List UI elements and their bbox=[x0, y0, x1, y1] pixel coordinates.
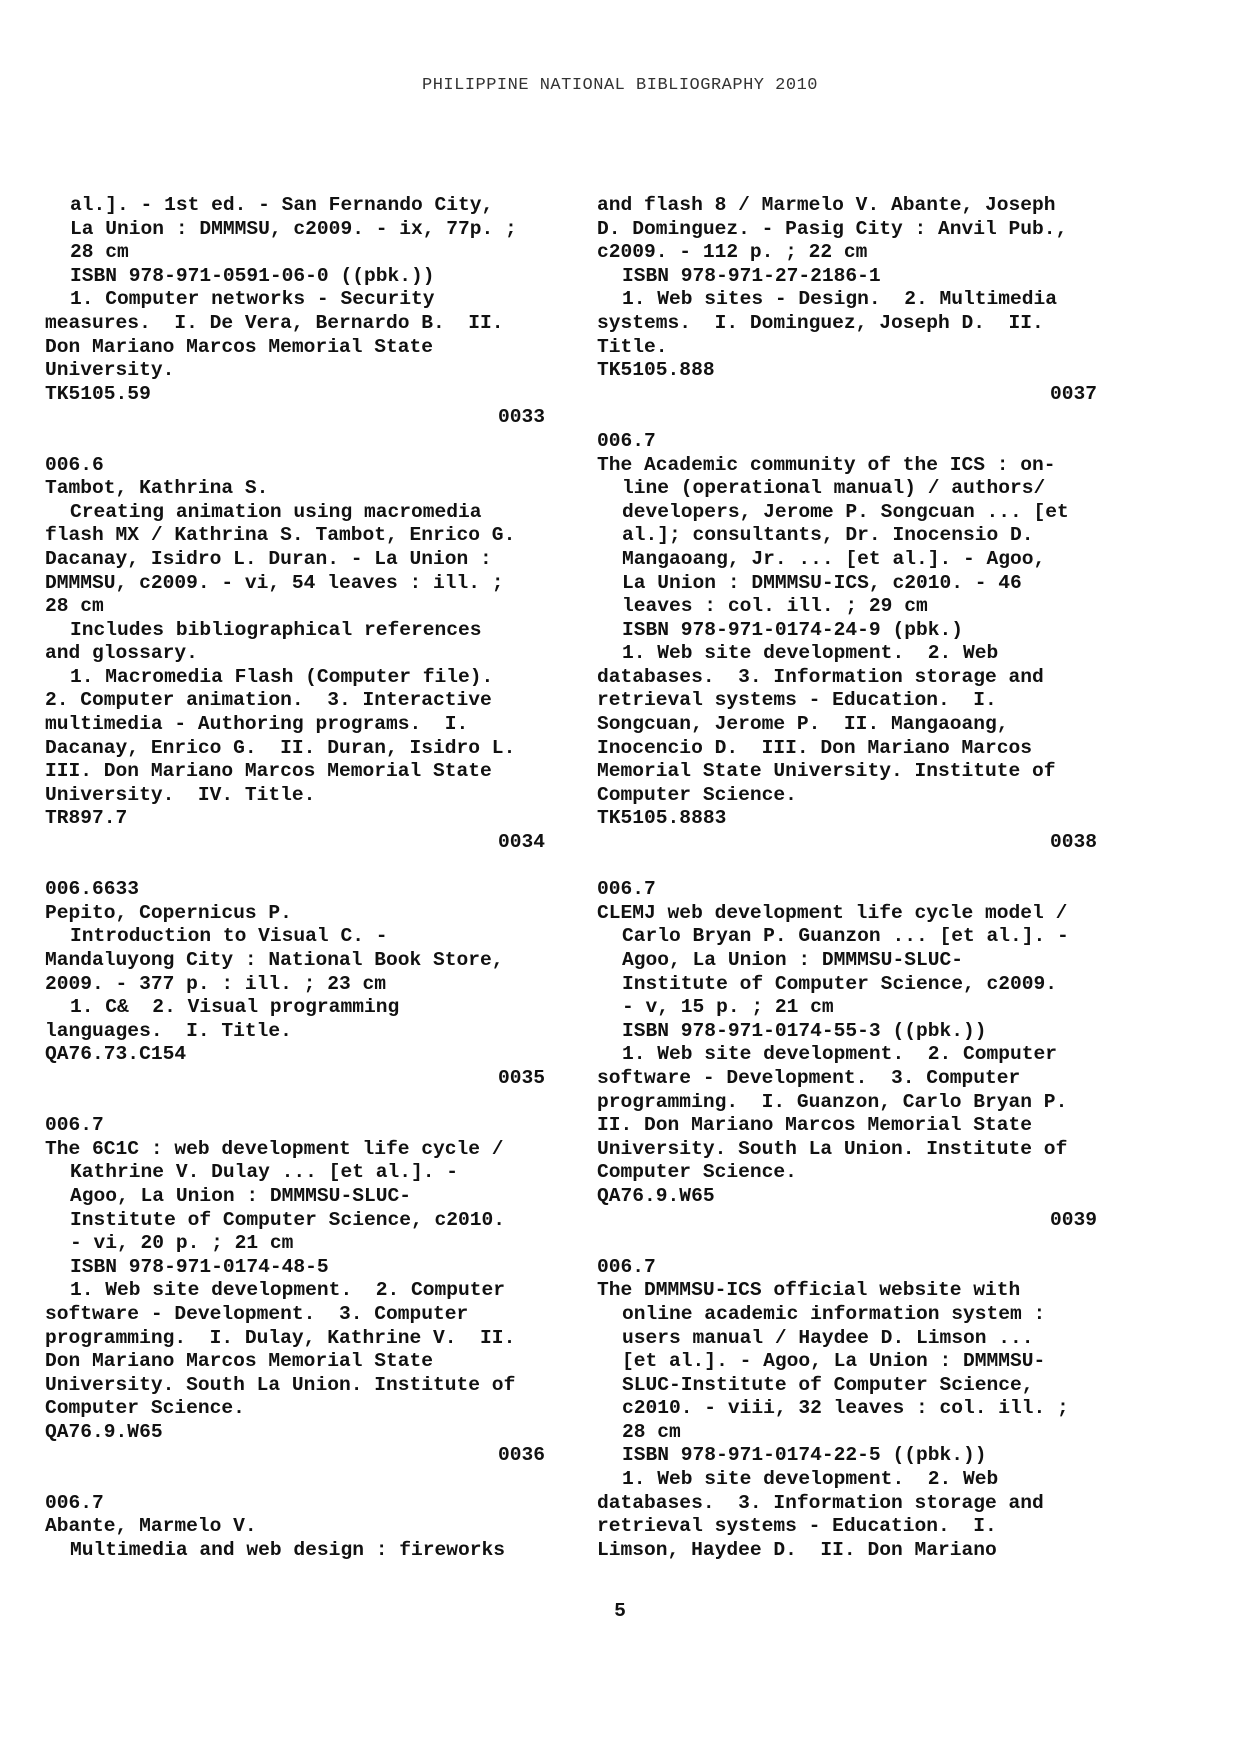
entry-text-line: III. Don Mariano Marcos Memorial State bbox=[45, 760, 492, 783]
entry-text-line: Songcuan, Jerome P. II. Mangaoang, bbox=[597, 713, 1009, 736]
entry-text-line: software - Development. 3. Computer bbox=[45, 1302, 469, 1325]
entry-separator bbox=[597, 406, 1097, 430]
entry-text-line: and flash 8 / Marmelo V. Abante, Joseph bbox=[597, 194, 1056, 216]
entry-text-line: leaves : col. ill. ; 29 cm bbox=[622, 595, 928, 618]
entry-separator bbox=[597, 855, 1097, 879]
entry-text-line: 1. Macromedia Flash (Computer file). bbox=[70, 665, 494, 688]
running-head-title: PHILIPPINE NATIONAL BIBLIOGRAPHY 2010 bbox=[422, 76, 818, 95]
entry-text-line: 1. Web site development. 2. Computer bbox=[70, 1279, 506, 1302]
entry-text-line: ISBN 978-971-0174-48-5 bbox=[70, 1255, 329, 1278]
entry-text-line: Limson, Haydee D. II. Don Mariano bbox=[597, 1538, 997, 1561]
entry-text-line: Tambot, Kathrina S. bbox=[45, 477, 269, 500]
entry-text-line: Don Mariano Marcos Memorial State bbox=[45, 335, 434, 358]
entry-text-line: TK5105.888 bbox=[597, 359, 715, 382]
entry-text-line: c2009. - 112 p. ; 22 cm bbox=[597, 241, 868, 264]
entry-separator bbox=[45, 1091, 545, 1115]
entry-text-line: The DMMMSU-ICS official website with bbox=[597, 1279, 1021, 1302]
entry-text-line: Mandaluyong City : National Book Store, bbox=[45, 949, 504, 971]
entry-text-line: Institute of Computer Science, c2009. bbox=[622, 972, 1058, 995]
entry-text-line: The Academic community of the ICS : on- bbox=[597, 453, 1056, 476]
entry-text-line: Kathrine V. Dulay ... [et al.]. - bbox=[70, 1161, 459, 1184]
entry-text-line: and glossary. bbox=[45, 642, 198, 665]
entry-separator bbox=[45, 430, 545, 454]
entry-text-line: University. South La Union. Institute of bbox=[597, 1137, 1068, 1160]
entry-text-line: 1. Web site development. 2. Computer bbox=[622, 1043, 1058, 1066]
entry-text-line: 1. Web sites - Design. 2. Multimedia bbox=[622, 288, 1058, 311]
entry-text-line: software - Development. 3. Computer bbox=[597, 1066, 1021, 1089]
entry-text-line: databases. 3. Information storage and bbox=[597, 665, 1044, 688]
right-column bbox=[597, 194, 1097, 1562]
entry-text-line: QA76.9.W65 bbox=[597, 1184, 715, 1207]
entry-text-line: ISBN 978-971-0174-24-9 (pbk.) bbox=[622, 618, 963, 641]
entry-text-line: 1. C& 2. Visual programming bbox=[70, 996, 400, 1019]
entry-text-line: CLEMJ web development life cycle model / bbox=[597, 901, 1068, 924]
entry-text-line: 28 cm bbox=[45, 595, 104, 618]
entry-text-line: [et al.]. - Agoo, La Union : DMMMSU- bbox=[622, 1350, 1046, 1373]
entry-text-line: Inocencio D. III. Don Mariano Marcos bbox=[597, 736, 1033, 759]
entry-text-line: Multimedia and web design : fireworks bbox=[70, 1538, 506, 1561]
entry-separator bbox=[597, 1232, 1097, 1256]
entry-text-line: retrieval systems - Education. I. bbox=[597, 1515, 997, 1538]
entry-text-line: 28 cm bbox=[70, 241, 129, 264]
entry-text-line: DMMMSU, c2009. - vi, 54 leaves : ill. ; bbox=[45, 571, 504, 594]
entry-text-line: Carlo Bryan P. Guanzon ... [et al.]. - bbox=[622, 925, 1069, 948]
entry-number: 0038 bbox=[1049, 831, 1097, 854]
entry-text-line: TK5105.8883 bbox=[597, 807, 727, 830]
entry-text-line: The 6C1C : web development life cycle / bbox=[45, 1137, 504, 1160]
entry-text-line: TK5105.59 bbox=[45, 382, 151, 405]
entry-text-line: 1. Web site development. 2. Web bbox=[622, 1468, 999, 1491]
entry-text-line: 006.7 bbox=[45, 1114, 104, 1137]
entry-text-line: 006.7 bbox=[597, 429, 656, 452]
entry-text-line: Includes bibliographical references bbox=[70, 618, 482, 641]
entry-text-line: TR897.7 bbox=[45, 807, 128, 830]
entry-text-line: Abante, Marmelo V. bbox=[45, 1515, 257, 1538]
entry-text-line: programming. I. Dulay, Kathrine V. II. bbox=[45, 1326, 516, 1349]
entry-text-line: al.]. - 1st ed. - San Fernando City, bbox=[70, 194, 494, 216]
entry-separator bbox=[45, 855, 545, 879]
entry-text-line: University. IV. Title. bbox=[45, 783, 316, 806]
entry-text-line: programming. I. Guanzon, Carlo Bryan P. bbox=[597, 1090, 1068, 1113]
entry-text-line: 006.7 bbox=[597, 878, 656, 901]
entry-text-line: Title. bbox=[597, 335, 668, 358]
entry-text-line: 28 cm bbox=[622, 1420, 681, 1443]
entry-text-line: ISBN 978-971-0174-55-3 ((pbk.)) bbox=[622, 1019, 987, 1042]
entry-text-line: 2009. - 377 p. : ill. ; 23 cm bbox=[45, 972, 386, 995]
entry-text-line: 1. Computer networks - Security bbox=[70, 288, 435, 311]
entry-text-line: multimedia - Authoring programs. I. bbox=[45, 713, 469, 736]
entry-text-line: Dacanay, Isidro L. Duran. - La Union : bbox=[45, 547, 492, 570]
entry-text-line: developers, Jerome P. Songcuan ... [et bbox=[622, 500, 1069, 523]
entry-text-line: Don Mariano Marcos Memorial State bbox=[45, 1350, 434, 1373]
entry-text-line: Institute of Computer Science, c2010. bbox=[70, 1208, 506, 1231]
entry-text-line: Pepito, Copernicus P. bbox=[45, 901, 292, 924]
entry-text-line: University. bbox=[45, 359, 175, 382]
entry-text-line: La Union : DMMMSU, c2009. - ix, 77p. ; bbox=[70, 217, 517, 240]
entry-text-line: 006.7 bbox=[45, 1491, 104, 1514]
entry-number: 0035 bbox=[497, 1066, 545, 1089]
entry-number: 0033 bbox=[497, 406, 545, 429]
entry-text-line: 006.6633 bbox=[45, 878, 140, 901]
entry-text-line: QA76.73.C154 bbox=[45, 1043, 187, 1066]
entry-text-line: languages. I. Title. bbox=[45, 1019, 292, 1042]
entry-separator bbox=[45, 1468, 545, 1492]
entry-text-line: Computer Science. bbox=[45, 1397, 245, 1420]
entry-text-line: users manual / Haydee D. Limson ... bbox=[622, 1326, 1034, 1349]
entry-text-line: ISBN 978-971-27-2186-1 bbox=[622, 264, 881, 287]
entry-text-line: flash MX / Kathrina S. Tambot, Enrico G. bbox=[45, 524, 516, 547]
entry-text-line: 006.7 bbox=[597, 1255, 656, 1278]
entry-text-line: Memorial State University. Institute of bbox=[597, 760, 1056, 783]
entry-text-line: systems. I. Dominguez, Joseph D. II. bbox=[597, 311, 1044, 334]
entry-text-line: ISBN 978-971-0174-22-5 ((pbk.)) bbox=[622, 1444, 987, 1467]
entry-text-line: 006.6 bbox=[45, 453, 104, 476]
entry-text-line: La Union : DMMMSU-ICS, c2010. - 46 bbox=[622, 571, 1022, 594]
entry-text-line: University. South La Union. Institute of bbox=[45, 1373, 516, 1396]
entry-text-line: line (operational manual) / authors/ bbox=[622, 477, 1046, 500]
entry-text-line: al.]; consultants, Dr. Inocensio D. bbox=[622, 524, 1034, 547]
entry-text-line: Mangaoang, Jr. ... [et al.]. - Agoo, bbox=[622, 547, 1046, 570]
entry-text-line: Agoo, La Union : DMMMSU-SLUC- bbox=[622, 949, 963, 971]
entry-text-line: - v, 15 p. ; 21 cm bbox=[622, 996, 834, 1019]
entry-text-line: QA76.9.W65 bbox=[45, 1420, 163, 1443]
entry-text-line: II. Don Mariano Marcos Memorial State bbox=[597, 1114, 1033, 1137]
page-number: 5 bbox=[614, 1600, 626, 1622]
entry-text-line: SLUC-Institute of Computer Science, bbox=[622, 1373, 1034, 1396]
entry-text-line: Introduction to Visual C. - bbox=[70, 925, 388, 948]
entry-text-line: c2010. - viii, 32 leaves : col. ill. ; bbox=[622, 1397, 1069, 1420]
entry-text-line: Dacanay, Enrico G. II. Duran, Isidro L. bbox=[45, 736, 516, 759]
entry-text-line: - vi, 20 p. ; 21 cm bbox=[70, 1232, 294, 1255]
entry-text-line: 1. Web site development. 2. Web bbox=[622, 642, 999, 665]
left-column bbox=[45, 194, 545, 1562]
entry-text-line: online academic information system : bbox=[622, 1302, 1046, 1325]
entry-number: 0036 bbox=[497, 1444, 545, 1467]
entry-text-line: Creating animation using macromedia bbox=[70, 500, 482, 523]
entry-text-line: measures. I. De Vera, Bernardo B. II. bbox=[45, 311, 504, 334]
entry-number: 0037 bbox=[1049, 382, 1097, 405]
entry-text-line: ISBN 978-971-0591-06-0 ((pbk.)) bbox=[70, 264, 435, 287]
entry-text-line: Computer Science. bbox=[597, 1161, 797, 1184]
entry-number: 0034 bbox=[497, 831, 545, 854]
entry-text-line: Computer Science. bbox=[597, 783, 797, 806]
entry-text-line: 2. Computer animation. 3. Interactive bbox=[45, 689, 492, 712]
entry-text-line: D. Dominguez. - Pasig City : Anvil Pub., bbox=[597, 217, 1068, 240]
entry-text-line: Agoo, La Union : DMMMSU-SLUC- bbox=[70, 1184, 411, 1207]
entry-text-line: databases. 3. Information storage and bbox=[597, 1491, 1044, 1514]
entry-text-line: retrieval systems - Education. I. bbox=[597, 689, 997, 712]
entry-number: 0039 bbox=[1049, 1208, 1097, 1231]
